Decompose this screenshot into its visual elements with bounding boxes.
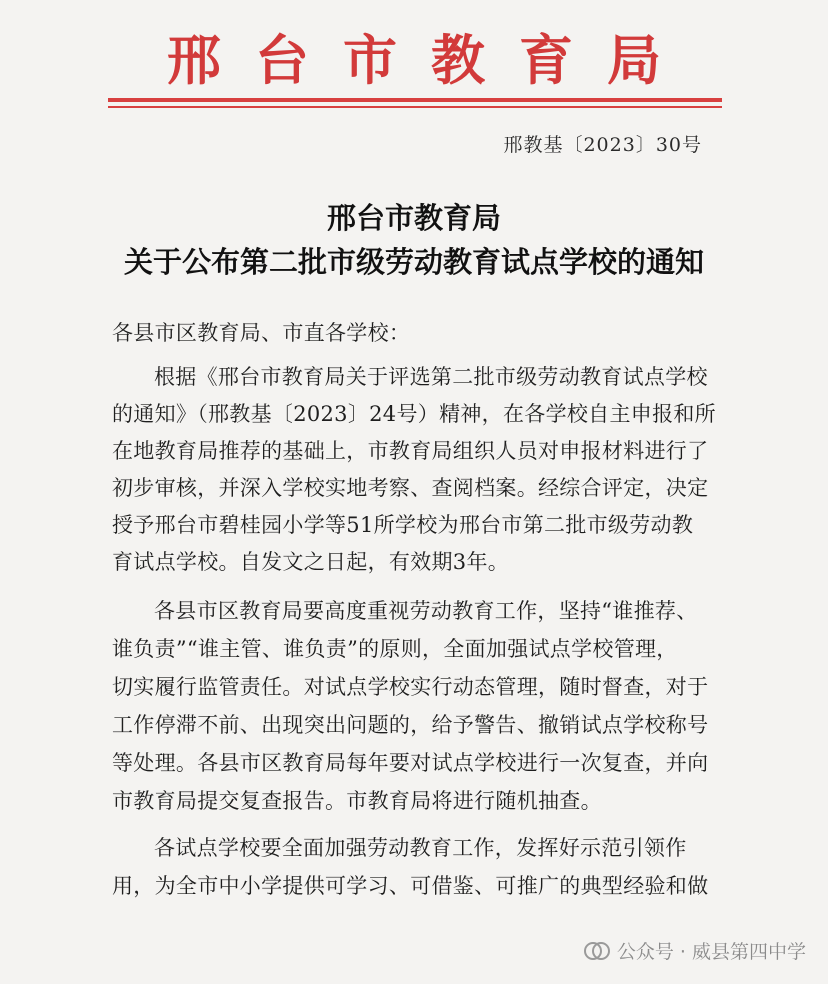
paragraph-1-line: 在地教育局推荐的基础上，市教育局组织人员对申报材料进行了 bbox=[112, 439, 709, 463]
salutation: 各县市区教育局、市直各学校： bbox=[112, 321, 411, 345]
notice-title-line-1: 邢台市教育局 bbox=[326, 201, 501, 235]
watermark-text: 公众号 · 威县第四中学 bbox=[616, 941, 806, 963]
paragraph-3-line: 各试点学校要全面加强劳动教育工作，发挥好示范引领作 bbox=[154, 836, 687, 860]
paragraph-3-line: 用，为全市中小学提供可学习、可借鉴、可推广的典型经验和做 bbox=[112, 874, 709, 898]
paragraph-1-line: 初步审核，并深入学校实地考察、查阅档案。经综合评定，决定 bbox=[112, 476, 709, 500]
paragraph-1-line: 的通知》（邢教基〔2023〕24号）精神，在各学校自主申报和所 bbox=[112, 402, 716, 426]
paragraph-1-line: 育试点学校。自发文之日起，有效期3年。 bbox=[112, 550, 510, 574]
paragraph-2-line: 市教育局提交复查报告。市教育局将进行随机抽查。 bbox=[112, 789, 602, 813]
paragraph-2-line: 工作停滞不前、出现突出问题的，给予警告、撤销试点学校称号 bbox=[112, 713, 709, 737]
paragraph-2-line: 等处理。各县市区教育局每年要对试点学校进行一次复查，并向 bbox=[112, 751, 709, 775]
wechat-official-account-icon bbox=[583, 939, 611, 963]
wechat-watermark bbox=[583, 937, 806, 964]
paragraph-2-line: 切实履行监管责任。对试点学校实行动态管理，随时督查，对于 bbox=[112, 675, 709, 699]
paragraph-2-line: 谁负责”“谁主管、谁负责”的原则，全面加强试点学校管理， bbox=[112, 637, 678, 661]
paragraph-2-line: 各县市区教育局要高度重视劳动教育工作，坚持“谁推荐、 bbox=[154, 599, 698, 623]
paragraph-1-line: 授予邢台市碧桂园小学等51所学校为邢台市第二批市级劳动教 bbox=[112, 513, 694, 537]
document-number: 邢教基〔2023〕30号 bbox=[503, 134, 702, 156]
letterhead-org-name: 邢台市教育局 bbox=[167, 28, 695, 92]
notice-title-line-2: 关于公布第二批市级劳动教育试点学校的通知 bbox=[123, 245, 704, 279]
letterhead-rule-thin bbox=[108, 106, 722, 108]
paragraph-1-line: 根据《邢台市教育局关于评选第二批市级劳动教育试点学校 bbox=[154, 365, 708, 389]
letterhead-rule-thick bbox=[108, 98, 722, 102]
